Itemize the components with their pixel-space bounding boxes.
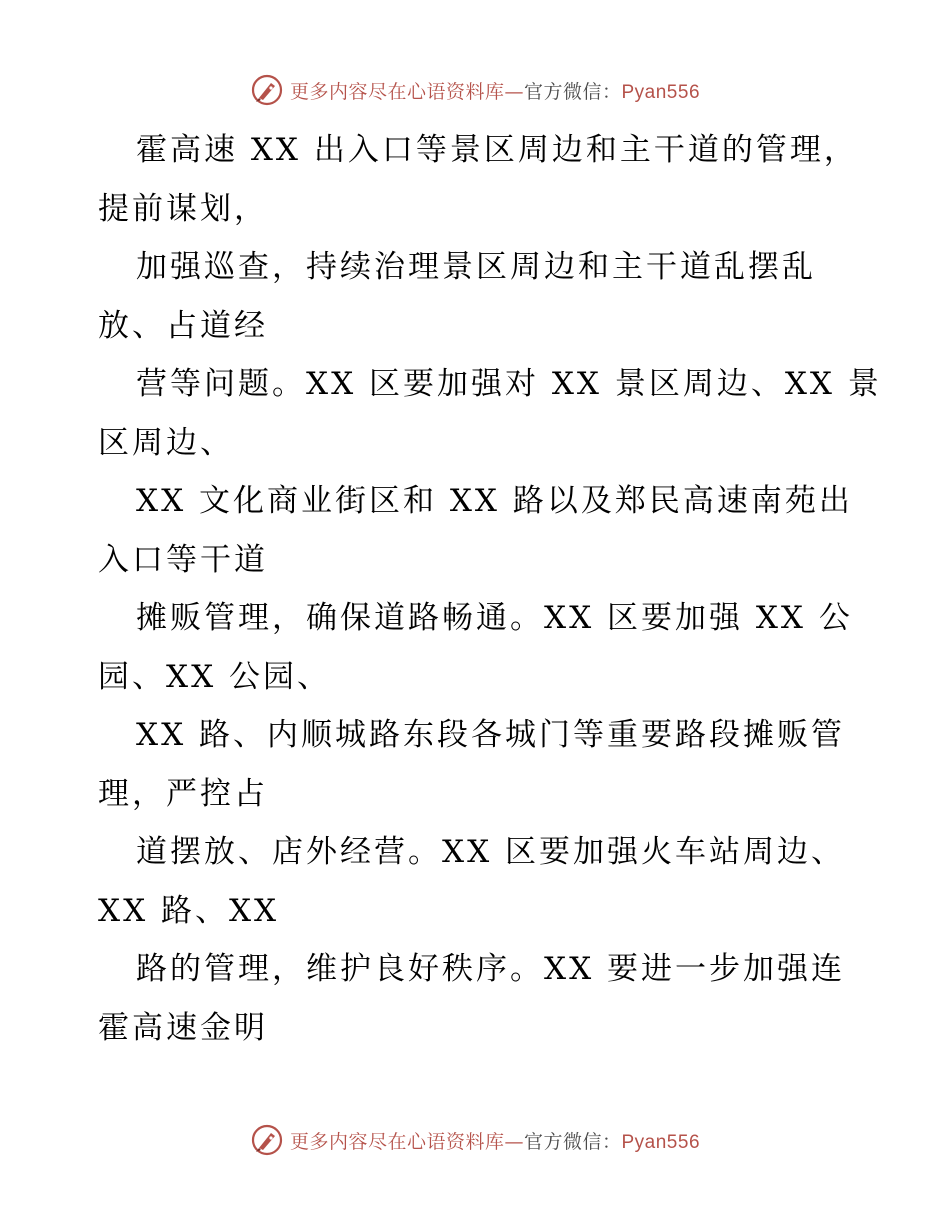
text-line: 霍高速 XX 出入口等景区周边和主干道的管理， — [136, 132, 858, 168]
footer-wechat-label: 官方微信： — [523, 1130, 622, 1153]
pen-nib-logo-icon — [250, 73, 284, 107]
text-line: XX 路、XX — [98, 892, 280, 929]
text-line: XX 文化商业街区和 XX 路以及郑民高速南苑出 — [136, 483, 853, 519]
text-line: 营等问题。XX 区要加强对 XX 景区周边、XX 景 — [136, 366, 882, 402]
header-brand: 更多内容尽在心语资料库 — [289, 80, 505, 103]
footer-wechat-id: Pyan556 — [621, 1131, 701, 1153]
text-line: 道摆放、店外经营。XX 区要加强火车站周边、 — [136, 834, 845, 870]
text-line: 理，严控占 — [98, 775, 268, 812]
pen-nib-logo-icon — [250, 1123, 284, 1157]
header-wechat-id: Pyan556 — [621, 81, 701, 103]
footer-brand: 更多内容尽在心语资料库 — [289, 1130, 505, 1153]
footer-separator: — — [504, 1130, 524, 1153]
text-line: 入口等干道 — [98, 541, 268, 578]
header-separator: — — [504, 80, 524, 103]
header-wechat-label: 官方微信： — [523, 80, 622, 103]
footer-banner-text — [290, 1127, 700, 1154]
text-line: 加强巡查，持续治理景区周边和主干道乱摆乱 — [136, 249, 816, 285]
text-line: 提前谋划， — [98, 190, 268, 227]
text-line: 摊贩管理，确保道路畅通。XX 区要加强 XX 公 — [136, 600, 853, 636]
text-line: 区周边、 — [98, 424, 234, 461]
text-line: 霍高速金明 — [98, 1009, 268, 1046]
text-line: 放、占道经 — [98, 307, 268, 344]
text-line: 园、XX 公园、 — [98, 658, 331, 695]
text-line: XX 路、内顺城路东段各城门等重要路段摊贩管 — [136, 717, 845, 753]
footer-banner — [0, 1120, 950, 1160]
document-body — [98, 121, 882, 1057]
header-banner-text — [290, 77, 700, 104]
text-line: 路的管理，维护良好秩序。XX 要进一步加强连 — [136, 951, 845, 987]
header-banner — [0, 70, 950, 110]
